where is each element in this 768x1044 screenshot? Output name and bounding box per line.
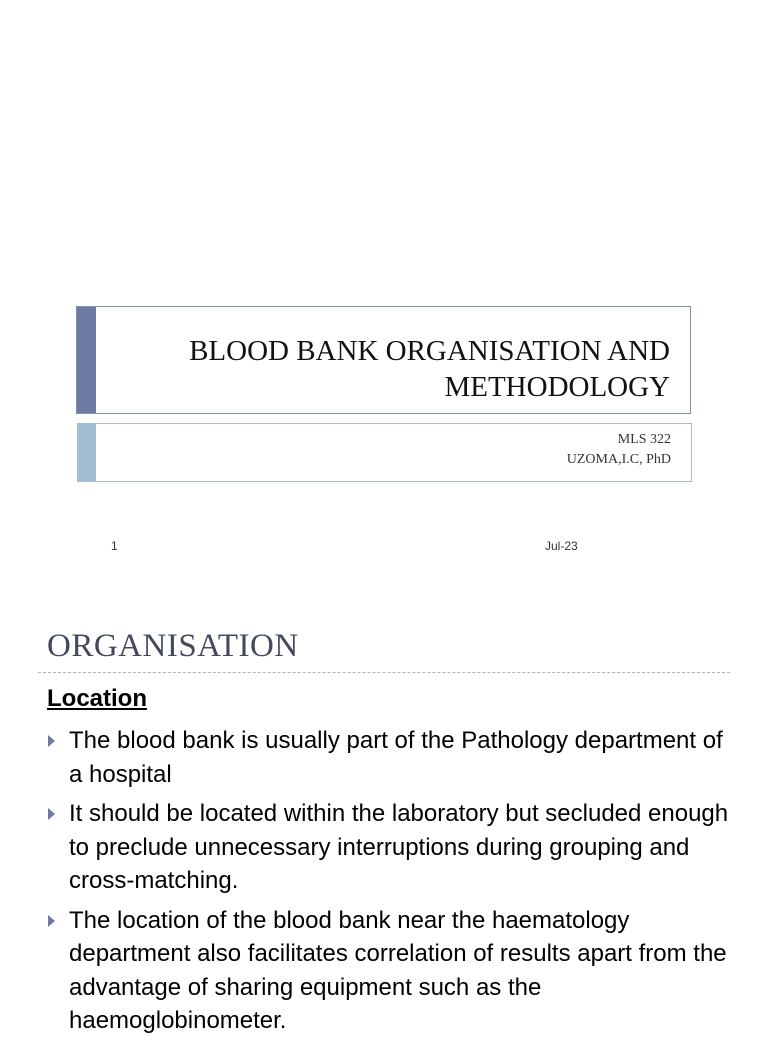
subtitle-box	[77, 423, 692, 482]
section-heading: Location	[47, 685, 147, 712]
page-number: 1	[111, 539, 118, 553]
title-accent-bar	[77, 307, 96, 413]
course-code: MLS 322	[617, 432, 671, 447]
subtitle-text	[567, 430, 671, 470]
slide-date: Jul-23	[545, 539, 578, 553]
bullet-list	[46, 724, 736, 1044]
slide-title-line1: BLOOD BANK ORGANISATION AND	[189, 335, 670, 367]
bullet-text: The location of the blood bank near the haematology department also facilitates correlation of results apart from the advantage of sharing equipment such as the haemoglobinometer.	[69, 906, 727, 1034]
subtitle-accent-bar	[78, 424, 96, 481]
slide-title	[110, 333, 670, 405]
triangle-bullet-icon	[48, 915, 55, 927]
section-title: ORGANISATION	[47, 628, 299, 664]
triangle-bullet-icon	[48, 808, 55, 820]
title-divider	[38, 672, 730, 673]
bullet-text: The blood bank is usually part of the Pathology department of a hospital	[69, 727, 723, 788]
bullet-item	[46, 797, 736, 898]
content-slide	[0, 600, 768, 1034]
author-name: UZOMA,I.C, PhD	[566, 452, 671, 467]
bullet-text: It should be located within the laboratory but secluded enough to preclude unnecessary interruptions during grouping and cross-matching.	[69, 800, 729, 894]
title-box	[76, 306, 691, 414]
triangle-bullet-icon	[48, 735, 55, 747]
bullet-item	[46, 904, 736, 1038]
slide-title-line2: METHODOLOGY	[444, 371, 670, 403]
bullet-item	[46, 724, 736, 791]
